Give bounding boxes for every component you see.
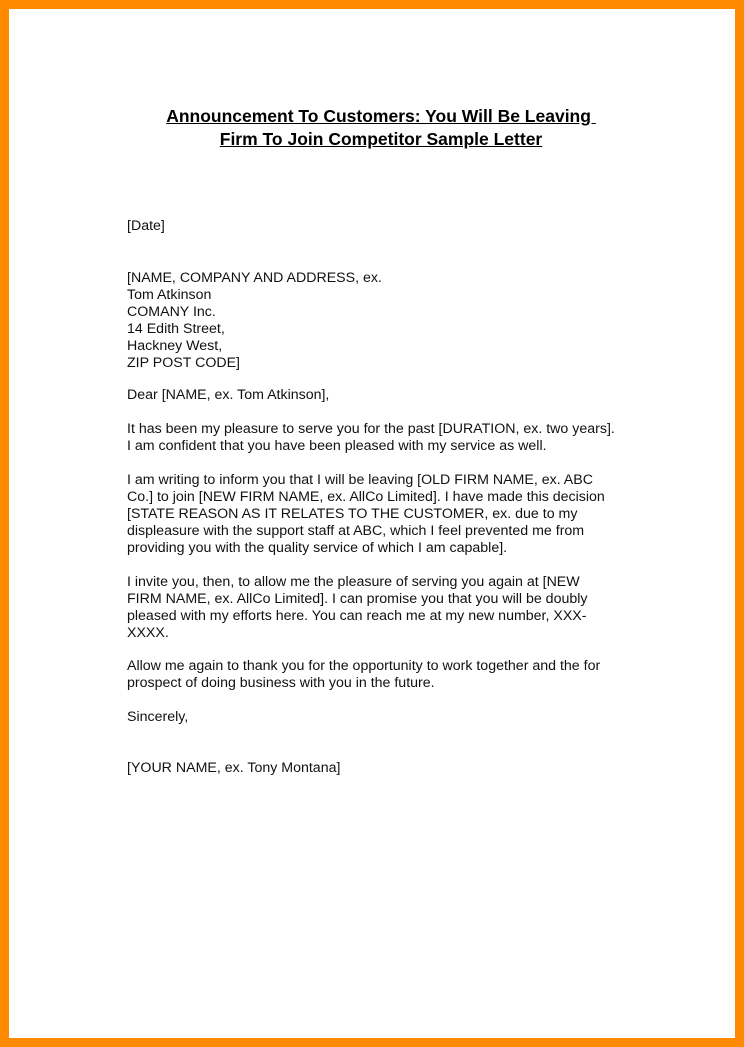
closing-text: Sincerely, — [127, 709, 189, 725]
title-line-2: Firm To Join Competitor Sample Letter — [219, 129, 543, 149]
paragraph-line: [STATE REASON AS IT RELATES TO THE CUSTOMER, ex. due to my — [127, 506, 578, 522]
paragraph-line: Co.] to join [NEW FIRM NAME, ex. AllCo Limited]. I have made this decision — [127, 489, 605, 505]
address-line: Hackney West, — [127, 338, 223, 354]
address-line: 14 Edith Street, — [127, 321, 225, 337]
paragraph-line: I invite you, then, to allow me the pleasure of serving you again at [NEW — [127, 574, 580, 590]
signature-block — [127, 760, 647, 777]
address-line: Tom Atkinson — [127, 287, 212, 303]
paragraph-line: prospect of doing business with you in the future. — [127, 675, 435, 691]
address-line: ZIP POST CODE] — [127, 355, 241, 371]
address-line: COMANY Inc. — [127, 304, 216, 320]
closing-block — [127, 709, 647, 726]
paragraph-line: providing you with the quality service of which I am capable]. — [127, 540, 508, 556]
salutation-block — [127, 387, 647, 404]
paragraph-line: I am writing to inform you that I will be leaving [OLD FIRM NAME, ex. ABC — [127, 472, 593, 488]
address-block — [127, 270, 647, 372]
paragraph-4 — [127, 658, 647, 692]
paragraph-1 — [127, 421, 647, 455]
paragraph-line: It has been my pleasure to serve you for the past [DURATION, ex. two years]. — [127, 421, 615, 437]
paragraph-line: Allow me again to thank you for the opportunity to work together and the for — [127, 658, 601, 674]
letter-title — [9, 105, 744, 151]
address-line: [NAME, COMPANY AND ADDRESS, ex. — [127, 270, 382, 286]
signature-text: [YOUR NAME, ex. Tony Montana] — [127, 760, 341, 776]
paragraph-2 — [127, 472, 647, 557]
paragraph-line: FIRM NAME, ex. AllCo Limited]. I can promise you that you will be doubly — [127, 591, 588, 607]
salutation-text: Dear [NAME, ex. Tom Atkinson], — [127, 387, 330, 403]
paragraph-line: I am confident that you have been pleased with my service as well. — [127, 438, 547, 454]
paragraph-line: displeasure with the support staff at ABC, which I feel prevented me from — [127, 523, 585, 539]
date-block — [127, 218, 647, 235]
title-line-1: Announcement To Customers: You Will Be Leaving — [166, 106, 596, 126]
date-text: [Date] — [127, 218, 165, 234]
paragraph-line: pleased with my efforts here. You can reach me at my new number, XXX- — [127, 608, 587, 624]
paragraph-line: XXXX. — [127, 625, 169, 641]
paragraph-3 — [127, 574, 647, 642]
